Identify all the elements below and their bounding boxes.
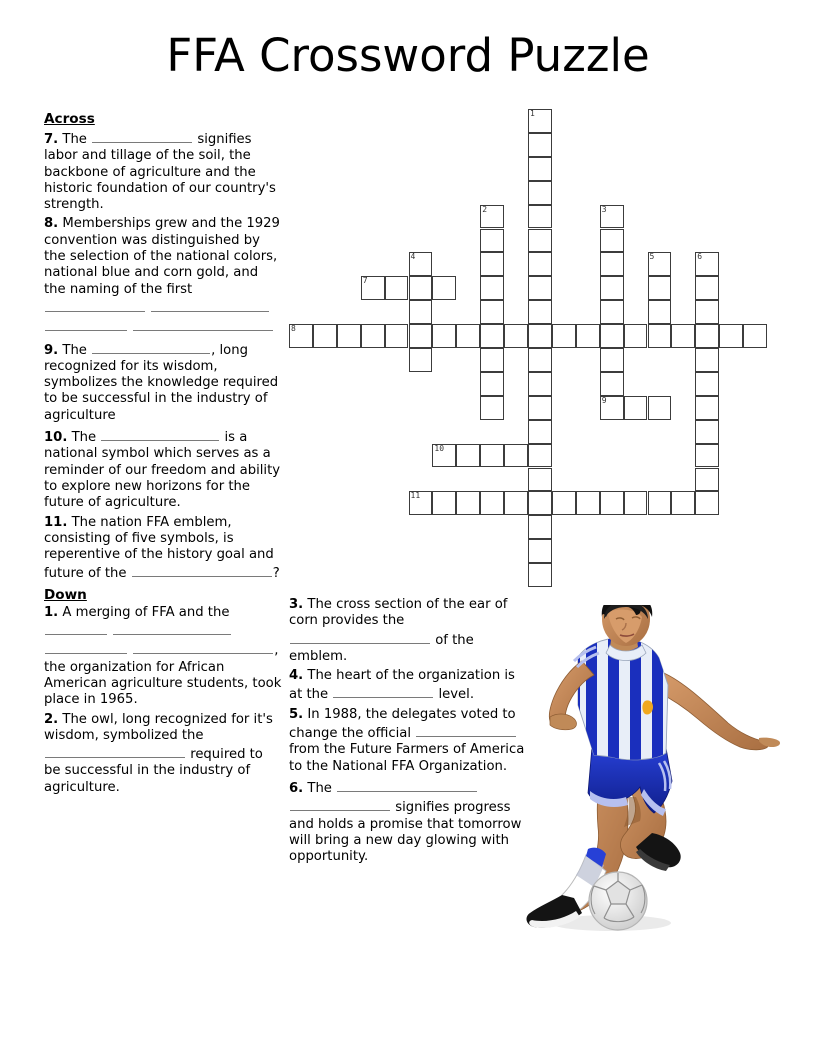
answer-blank	[333, 684, 433, 698]
right-arm	[656, 671, 768, 750]
grid-cell[interactable]	[600, 324, 624, 348]
grid-cell[interactable]	[432, 444, 456, 468]
grid-cell[interactable]	[456, 324, 480, 348]
answer-blank	[290, 797, 390, 811]
grid-cell[interactable]	[695, 444, 719, 468]
grid-cell[interactable]	[432, 324, 456, 348]
clue-text: The	[307, 780, 337, 796]
clue-across-10	[44, 427, 282, 511]
clue-text: is a national symbol which serves as a reminder of our freedom and ability to explore new horizons for the future of agriculture.	[44, 430, 281, 511]
grid-cell[interactable]	[528, 133, 552, 157]
clue-text: The owl, long recognized for it's wisdom, symbolized the	[44, 711, 273, 743]
grid-cell-number: 2	[482, 204, 488, 214]
grid-cell[interactable]	[648, 491, 672, 515]
clue-number: 1.	[44, 604, 59, 620]
grid-cell[interactable]	[432, 276, 456, 300]
grid-cell[interactable]	[671, 324, 695, 348]
grid-cell[interactable]	[648, 396, 672, 420]
grid-cell[interactable]	[528, 300, 552, 324]
grid-cell[interactable]	[313, 324, 337, 348]
clue-number: 7.	[44, 132, 59, 147]
grid-cell[interactable]	[528, 539, 552, 563]
clue-across-11	[44, 515, 282, 583]
grid-cell[interactable]	[600, 396, 624, 420]
grid-cell[interactable]	[695, 396, 719, 420]
clue-number: 10.	[44, 430, 68, 446]
grid-cell[interactable]	[600, 276, 624, 300]
clue-number: 4.	[289, 668, 304, 684]
grid-cell[interactable]	[624, 491, 648, 515]
clue-text: required to be successful in the industry of agriculture.	[44, 747, 263, 795]
grid-cell[interactable]	[528, 348, 552, 372]
grid-cell[interactable]	[361, 324, 385, 348]
clue-number: 9.	[44, 342, 59, 358]
grid-cell[interactable]	[600, 491, 624, 515]
grid-cell[interactable]	[695, 372, 719, 396]
clue-text: signifies progress and holds a promise that tomorrow will bring a new day glowing with opportunity.	[289, 800, 522, 865]
grid-cell[interactable]	[743, 324, 767, 348]
grid-cell[interactable]	[409, 348, 433, 372]
answer-blank	[45, 621, 107, 635]
clue-down-4	[289, 668, 527, 704]
answer-blank	[133, 317, 273, 331]
grid-cell-number: 5	[649, 252, 655, 262]
grid-cell[interactable]	[361, 276, 385, 300]
grid-cell[interactable]	[337, 324, 361, 348]
clue-number: 6.	[289, 780, 304, 796]
clue-down-3	[289, 597, 527, 665]
answer-blank	[92, 129, 192, 143]
grid-cell[interactable]	[409, 300, 433, 324]
grid-cell[interactable]	[480, 348, 504, 372]
grid-cell[interactable]	[480, 372, 504, 396]
grid-cell[interactable]	[504, 324, 528, 348]
grid-cell[interactable]	[648, 324, 672, 348]
grid-cell[interactable]	[552, 491, 576, 515]
answer-blank	[290, 630, 430, 644]
clue-text: Memberships grew and the 1929 convention was distinguished by the selection of the national colors, national blue and corn gold, and the naming of the first	[44, 216, 280, 297]
clue-text: signifies labor and tillage of the soil, the backbone of agriculture and the historic foundation of our country's strength.	[44, 132, 276, 213]
grid-cell-number: 6	[697, 252, 703, 262]
clue-down-2	[44, 712, 282, 796]
grid-cell[interactable]	[671, 491, 695, 515]
grid-cell-number: 4	[410, 252, 416, 262]
grid-cell-number: 1	[530, 109, 535, 118]
grid-cell[interactable]	[695, 420, 719, 444]
grid-cell[interactable]	[600, 229, 624, 253]
grid-cell[interactable]	[480, 396, 504, 420]
grid-cell[interactable]	[528, 468, 552, 492]
grid-cell-number: 11	[410, 491, 421, 501]
grid-cell-number: 3	[601, 204, 607, 214]
grid-cell[interactable]	[480, 276, 504, 300]
answer-blank	[101, 427, 219, 441]
grid-cell[interactable]	[648, 300, 672, 324]
grid-cell[interactable]	[385, 324, 409, 348]
grid-cell[interactable]	[648, 276, 672, 300]
clue-text: The	[62, 132, 92, 147]
grid-cell[interactable]	[624, 324, 648, 348]
clue-number: 8.	[44, 216, 59, 232]
grid-cell[interactable]	[528, 157, 552, 181]
clues-left-column	[44, 110, 282, 799]
grid-cell-number: 8	[291, 324, 296, 334]
clue-text: ?	[272, 566, 280, 582]
grid-cell[interactable]	[528, 276, 552, 300]
answer-blank	[45, 317, 127, 331]
answer-blank	[151, 298, 269, 312]
answer-blank	[337, 778, 477, 792]
answer-blank	[92, 340, 210, 354]
clue-text: The	[62, 342, 92, 358]
grid-cell[interactable]	[600, 300, 624, 324]
clue-text: , the organization for African American agriculture students, took place in 1965.	[44, 643, 282, 708]
grid-cell[interactable]	[480, 491, 504, 515]
clue-down-1	[44, 605, 282, 709]
grid-cell-number: 10	[434, 443, 445, 453]
grid-cell-number: 9	[601, 395, 607, 405]
grid-cell[interactable]	[528, 396, 552, 420]
grid-cell[interactable]	[695, 252, 719, 276]
clue-number: 2.	[44, 711, 59, 727]
grid-cell[interactable]	[695, 276, 719, 300]
clue-down-5	[289, 707, 527, 775]
grid-cell[interactable]	[456, 444, 480, 468]
clue-text: The	[71, 430, 101, 446]
answer-blank	[113, 621, 231, 635]
grid-cell[interactable]	[480, 324, 504, 348]
grid-cell[interactable]	[695, 491, 719, 515]
clue-text: , long recognized for its wisdom, symbolizes the knowledge required to be successful in the industry of agriculture	[44, 342, 279, 423]
answer-blank	[45, 744, 185, 758]
grid-cell[interactable]	[528, 444, 552, 468]
grid-cell[interactable]	[624, 396, 648, 420]
soccer-ball	[589, 872, 647, 930]
clue-number: 5.	[289, 706, 304, 722]
across-heading: Across	[44, 111, 95, 127]
clue-down-6	[289, 778, 527, 865]
grid-cell[interactable]	[600, 252, 624, 276]
grid-cell[interactable]	[480, 205, 504, 229]
grid-cell[interactable]	[409, 324, 433, 348]
grid-cell[interactable]	[528, 563, 552, 587]
left-hand	[550, 714, 577, 730]
clue-across-7	[44, 129, 282, 213]
grid-cell[interactable]	[576, 491, 600, 515]
grid-cell-number: 7	[362, 276, 368, 286]
answer-blank	[45, 640, 127, 654]
grid-cell[interactable]	[409, 252, 433, 276]
clue-text: A merging of FFA and the	[62, 604, 230, 620]
down-heading: Down	[44, 586, 87, 603]
grid-cell[interactable]	[528, 420, 552, 444]
grid-cell[interactable]	[600, 205, 624, 229]
answer-blank	[45, 298, 145, 312]
clue-text: from the Future Farmers of America to the National FFA Organization.	[289, 742, 525, 774]
clue-text: The nation FFA emblem, consisting of five symbols, is reperentive of the history goal and future of the	[44, 514, 274, 582]
grid-cell[interactable]	[600, 372, 624, 396]
soccer-player-illustration	[516, 605, 786, 935]
grid-cell[interactable]	[528, 252, 552, 276]
clue-text: level.	[434, 687, 475, 703]
grid-cell[interactable]	[719, 324, 743, 348]
grid-cell[interactable]	[432, 491, 456, 515]
grid-cell[interactable]	[409, 276, 433, 300]
grid-cell[interactable]	[504, 444, 528, 468]
grid-cell[interactable]	[528, 491, 552, 515]
grid-cell[interactable]	[385, 276, 409, 300]
clue-across-9	[44, 340, 282, 424]
grid-cell[interactable]	[480, 252, 504, 276]
grid-cell[interactable]	[695, 324, 719, 348]
clue-text: The cross section of the ear of corn provides the	[289, 597, 508, 629]
grid-cell[interactable]	[480, 229, 504, 253]
grid-cell[interactable]	[528, 205, 552, 229]
clue-text: The heart of the organization is at the	[289, 668, 515, 703]
page-title: FFA Crossword Puzzle	[166, 29, 650, 82]
grid-cell[interactable]	[528, 109, 552, 133]
answer-blank	[133, 640, 273, 654]
clues-right-column	[289, 597, 527, 868]
grid-cell[interactable]	[504, 491, 528, 515]
grid-cell[interactable]	[695, 468, 719, 492]
grid-cell[interactable]	[289, 324, 313, 348]
answer-blank	[132, 563, 272, 577]
grid-cell[interactable]	[528, 229, 552, 253]
grid-cell[interactable]	[528, 324, 552, 348]
grid-cell[interactable]	[695, 300, 719, 324]
grid-cell[interactable]	[480, 444, 504, 468]
clue-number: 3.	[289, 597, 304, 612]
clue-text: In 1988, the delegates voted to change the official	[289, 706, 516, 742]
grid-cell[interactable]	[552, 324, 576, 348]
grid-cell[interactable]	[480, 300, 504, 324]
grid-cell[interactable]	[528, 372, 552, 396]
grid-cell[interactable]	[576, 324, 600, 348]
grid-cell[interactable]	[409, 491, 433, 515]
grid-cell[interactable]	[456, 491, 480, 515]
grid-cell[interactable]	[648, 252, 672, 276]
clue-text: of the emblem.	[289, 632, 474, 664]
grid-cell[interactable]	[600, 348, 624, 372]
grid-cell[interactable]	[695, 348, 719, 372]
grid-cell[interactable]	[528, 515, 552, 539]
clue-number: 11.	[44, 514, 68, 530]
answer-blank	[416, 723, 516, 737]
grid-cell[interactable]	[528, 181, 552, 205]
clue-across-8	[44, 216, 282, 336]
crossword-grid[interactable]	[289, 109, 769, 589]
